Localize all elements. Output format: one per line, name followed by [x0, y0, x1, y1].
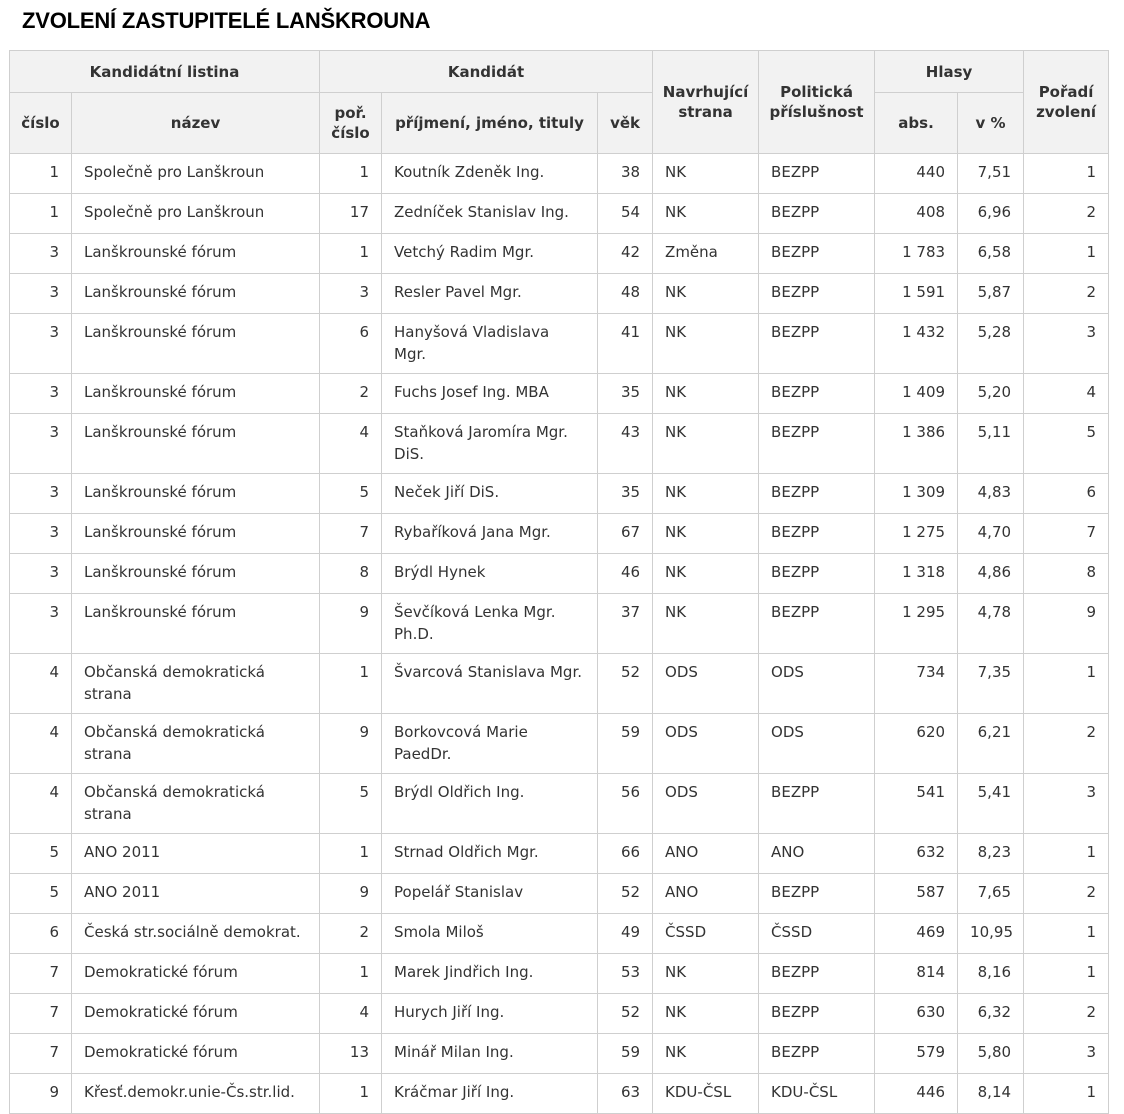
cell-votes-abs: 1 295: [875, 594, 958, 654]
cell-votes-abs: 587: [875, 874, 958, 914]
cell-order-number: 1: [320, 234, 382, 274]
cell-political-affiliation: BEZPP: [759, 954, 875, 994]
cell-list-number: 5: [10, 834, 72, 874]
cell-list-name: Občanská demokratická strana: [72, 774, 320, 834]
cell-election-order: 1: [1024, 834, 1109, 874]
cell-order-number: 4: [320, 994, 382, 1034]
cell-election-order: 1: [1024, 1074, 1109, 1114]
cell-candidate-name: Popelář Stanislav: [382, 874, 598, 914]
cell-proposing-party: NK: [653, 374, 759, 414]
cell-votes-abs: 1 309: [875, 474, 958, 514]
cell-order-number: 6: [320, 314, 382, 374]
table-row: [10, 774, 1109, 834]
cell-proposing-party: ODS: [653, 714, 759, 774]
table-row: [10, 194, 1109, 234]
cell-order-number: 9: [320, 594, 382, 654]
cell-election-order: 1: [1024, 954, 1109, 994]
cell-order-number: 9: [320, 874, 382, 914]
cell-proposing-party: NK: [653, 154, 759, 194]
cell-votes-abs: 630: [875, 994, 958, 1034]
cell-list-name: Česká str.sociálně demokrat.: [72, 914, 320, 954]
cell-order-number: 8: [320, 554, 382, 594]
cell-proposing-party: ANO: [653, 874, 759, 914]
cell-political-affiliation: BEZPP: [759, 234, 875, 274]
table-body: [10, 154, 1109, 1114]
header-list-number: číslo: [10, 93, 72, 154]
cell-age: 67: [598, 514, 653, 554]
cell-list-number: 7: [10, 954, 72, 994]
cell-order-number: 1: [320, 834, 382, 874]
header-votes-abs: abs.: [875, 93, 958, 154]
cell-age: 35: [598, 374, 653, 414]
cell-election-order: 1: [1024, 234, 1109, 274]
cell-candidate-name: Hurych Jiří Ing.: [382, 994, 598, 1034]
cell-votes-abs: 1 275: [875, 514, 958, 554]
cell-votes-abs: 1 409: [875, 374, 958, 414]
cell-candidate-name: Staňková Jaromíra Mgr. DiS.: [382, 414, 598, 474]
cell-votes-pct: 4,70: [958, 514, 1024, 554]
cell-list-number: 3: [10, 314, 72, 374]
cell-election-order: 3: [1024, 1034, 1109, 1074]
table-row: [10, 554, 1109, 594]
table-row: [10, 414, 1109, 474]
cell-votes-abs: 469: [875, 914, 958, 954]
cell-political-affiliation: BEZPP: [759, 154, 875, 194]
cell-order-number: 9: [320, 714, 382, 774]
cell-order-number: 1: [320, 154, 382, 194]
cell-list-name: Občanská demokratická strana: [72, 714, 320, 774]
cell-votes-pct: 7,65: [958, 874, 1024, 914]
cell-political-affiliation: BEZPP: [759, 314, 875, 374]
cell-age: 52: [598, 874, 653, 914]
cell-election-order: 2: [1024, 714, 1109, 774]
cell-votes-abs: 620: [875, 714, 958, 774]
cell-candidate-name: Rybaříková Jana Mgr.: [382, 514, 598, 554]
cell-age: 38: [598, 154, 653, 194]
cell-votes-abs: 1 783: [875, 234, 958, 274]
cell-candidate-name: Resler Pavel Mgr.: [382, 274, 598, 314]
header-votes-group: Hlasy: [875, 51, 1024, 93]
table-header: [10, 51, 1109, 154]
cell-list-number: 1: [10, 194, 72, 234]
cell-political-affiliation: BEZPP: [759, 554, 875, 594]
cell-list-number: 5: [10, 874, 72, 914]
cell-list-name: Občanská demokratická strana: [72, 654, 320, 714]
cell-election-order: 1: [1024, 914, 1109, 954]
table-row: [10, 234, 1109, 274]
cell-list-name: Křesť.demokr.unie-Čs.str.lid.: [72, 1074, 320, 1114]
cell-proposing-party: ODS: [653, 774, 759, 834]
cell-candidate-name: Minář Milan Ing.: [382, 1034, 598, 1074]
header-candidate-list-group: Kandidátní listina: [10, 51, 320, 93]
cell-order-number: 2: [320, 914, 382, 954]
cell-votes-abs: 632: [875, 834, 958, 874]
cell-candidate-name: Koutník Zdeněk Ing.: [382, 154, 598, 194]
header-list-name: název: [72, 93, 320, 154]
cell-proposing-party: NK: [653, 274, 759, 314]
cell-candidate-name: Borkovcová Marie PaedDr.: [382, 714, 598, 774]
cell-votes-abs: 1 432: [875, 314, 958, 374]
cell-list-number: 3: [10, 274, 72, 314]
page-title: ZVOLENÍ ZASTUPITELÉ LANŠKROUNA: [22, 8, 431, 33]
cell-list-name: Lanškrounské fórum: [72, 554, 320, 594]
table-row: [10, 314, 1109, 374]
cell-list-name: Lanškrounské fórum: [72, 274, 320, 314]
header-order-number: poř. číslo: [320, 93, 382, 154]
cell-order-number: 1: [320, 654, 382, 714]
table-row: [10, 994, 1109, 1034]
cell-list-number: 3: [10, 234, 72, 274]
cell-candidate-name: Hanyšová Vladislava Mgr.: [382, 314, 598, 374]
cell-votes-pct: 6,58: [958, 234, 1024, 274]
cell-list-number: 3: [10, 514, 72, 554]
cell-political-affiliation: BEZPP: [759, 194, 875, 234]
table-row: [10, 514, 1109, 554]
cell-votes-pct: 5,80: [958, 1034, 1024, 1074]
cell-votes-pct: 10,95: [958, 914, 1024, 954]
cell-votes-pct: 8,16: [958, 954, 1024, 994]
cell-election-order: 3: [1024, 314, 1109, 374]
table-row: [10, 954, 1109, 994]
cell-votes-abs: 1 591: [875, 274, 958, 314]
cell-age: 42: [598, 234, 653, 274]
cell-order-number: 2: [320, 374, 382, 414]
cell-proposing-party: NK: [653, 314, 759, 374]
cell-political-affiliation: BEZPP: [759, 994, 875, 1034]
cell-proposing-party: ČSSD: [653, 914, 759, 954]
cell-list-name: ANO 2011: [72, 874, 320, 914]
cell-list-number: 4: [10, 714, 72, 774]
cell-list-name: Společně pro Lanškroun: [72, 154, 320, 194]
cell-political-affiliation: ODS: [759, 654, 875, 714]
cell-order-number: 17: [320, 194, 382, 234]
cell-votes-abs: 734: [875, 654, 958, 714]
cell-candidate-name: Brýdl Hynek: [382, 554, 598, 594]
cell-age: 59: [598, 714, 653, 774]
table-row: [10, 154, 1109, 194]
cell-votes-pct: 5,28: [958, 314, 1024, 374]
cell-proposing-party: Změna: [653, 234, 759, 274]
cell-political-affiliation: ANO: [759, 834, 875, 874]
table-row: [10, 374, 1109, 414]
cell-proposing-party: ODS: [653, 654, 759, 714]
cell-list-name: Lanškrounské fórum: [72, 234, 320, 274]
cell-age: 53: [598, 954, 653, 994]
cell-order-number: 5: [320, 774, 382, 834]
cell-proposing-party: NK: [653, 1034, 759, 1074]
cell-political-affiliation: ODS: [759, 714, 875, 774]
cell-political-affiliation: BEZPP: [759, 774, 875, 834]
cell-order-number: 4: [320, 414, 382, 474]
cell-list-name: Demokratické fórum: [72, 1034, 320, 1074]
cell-political-affiliation: BEZPP: [759, 594, 875, 654]
cell-candidate-name: Kráčmar Jiří Ing.: [382, 1074, 598, 1114]
cell-list-number: 6: [10, 914, 72, 954]
header-political-affiliation: Politická příslušnost: [759, 51, 875, 154]
cell-list-number: 7: [10, 994, 72, 1034]
cell-votes-pct: 4,78: [958, 594, 1024, 654]
cell-votes-pct: 5,11: [958, 414, 1024, 474]
cell-list-number: 3: [10, 374, 72, 414]
cell-votes-abs: 408: [875, 194, 958, 234]
cell-list-number: 4: [10, 774, 72, 834]
cell-candidate-name: Vetchý Radim Mgr.: [382, 234, 598, 274]
cell-list-number: 3: [10, 554, 72, 594]
header-proposing-party: Navrhující strana: [653, 51, 759, 154]
header-candidate-group: Kandidát: [320, 51, 653, 93]
cell-political-affiliation: BEZPP: [759, 1034, 875, 1074]
cell-candidate-name: Brýdl Oldřich Ing.: [382, 774, 598, 834]
cell-election-order: 3: [1024, 774, 1109, 834]
cell-election-order: 2: [1024, 994, 1109, 1034]
cell-age: 52: [598, 994, 653, 1034]
cell-election-order: 9: [1024, 594, 1109, 654]
cell-proposing-party: NK: [653, 414, 759, 474]
header-candidate-name: příjmení, jméno, tituly: [382, 93, 598, 154]
cell-proposing-party: KDU-ČSL: [653, 1074, 759, 1114]
cell-candidate-name: Švarcová Stanislava Mgr.: [382, 654, 598, 714]
cell-votes-abs: 1 318: [875, 554, 958, 594]
cell-age: 52: [598, 654, 653, 714]
table-row: [10, 714, 1109, 774]
cell-election-order: 2: [1024, 274, 1109, 314]
cell-proposing-party: NK: [653, 514, 759, 554]
cell-order-number: 3: [320, 274, 382, 314]
cell-votes-pct: 6,32: [958, 994, 1024, 1034]
cell-list-name: Lanškrounské fórum: [72, 514, 320, 554]
cell-age: 56: [598, 774, 653, 834]
cell-political-affiliation: BEZPP: [759, 414, 875, 474]
cell-candidate-name: Strnad Oldřich Mgr.: [382, 834, 598, 874]
cell-proposing-party: ANO: [653, 834, 759, 874]
cell-votes-abs: 1 386: [875, 414, 958, 474]
elected-councillors-table: [9, 50, 1109, 1114]
cell-votes-pct: 8,23: [958, 834, 1024, 874]
cell-list-number: 9: [10, 1074, 72, 1114]
cell-political-affiliation: BEZPP: [759, 474, 875, 514]
cell-list-number: 1: [10, 154, 72, 194]
cell-proposing-party: NK: [653, 554, 759, 594]
cell-election-order: 7: [1024, 514, 1109, 554]
cell-political-affiliation: KDU-ČSL: [759, 1074, 875, 1114]
cell-votes-pct: 6,21: [958, 714, 1024, 774]
cell-age: 49: [598, 914, 653, 954]
cell-candidate-name: Fuchs Josef Ing. MBA: [382, 374, 598, 414]
cell-proposing-party: NK: [653, 994, 759, 1034]
cell-votes-pct: 8,14: [958, 1074, 1024, 1114]
cell-candidate-name: Ševčíková Lenka Mgr. Ph.D.: [382, 594, 598, 654]
cell-age: 35: [598, 474, 653, 514]
cell-votes-pct: 7,51: [958, 154, 1024, 194]
cell-candidate-name: Neček Jiří DiS.: [382, 474, 598, 514]
cell-age: 41: [598, 314, 653, 374]
cell-age: 43: [598, 414, 653, 474]
cell-votes-abs: 446: [875, 1074, 958, 1114]
cell-list-name: Lanškrounské fórum: [72, 374, 320, 414]
cell-proposing-party: NK: [653, 954, 759, 994]
cell-age: 48: [598, 274, 653, 314]
table-row: [10, 594, 1109, 654]
cell-votes-abs: 579: [875, 1034, 958, 1074]
cell-votes-pct: 4,83: [958, 474, 1024, 514]
cell-political-affiliation: BEZPP: [759, 514, 875, 554]
cell-list-name: Lanškrounské fórum: [72, 414, 320, 474]
cell-candidate-name: Marek Jindřich Ing.: [382, 954, 598, 994]
table-row: [10, 1074, 1109, 1114]
cell-age: 66: [598, 834, 653, 874]
cell-order-number: 7: [320, 514, 382, 554]
cell-list-name: Lanškrounské fórum: [72, 314, 320, 374]
header-age: věk: [598, 93, 653, 154]
cell-political-affiliation: ČSSD: [759, 914, 875, 954]
cell-votes-pct: 5,87: [958, 274, 1024, 314]
cell-proposing-party: NK: [653, 594, 759, 654]
cell-votes-pct: 7,35: [958, 654, 1024, 714]
cell-votes-pct: 5,20: [958, 374, 1024, 414]
cell-age: 59: [598, 1034, 653, 1074]
cell-order-number: 5: [320, 474, 382, 514]
cell-age: 63: [598, 1074, 653, 1114]
cell-list-name: Demokratické fórum: [72, 994, 320, 1034]
cell-votes-pct: 4,86: [958, 554, 1024, 594]
cell-political-affiliation: BEZPP: [759, 874, 875, 914]
cell-election-order: 2: [1024, 194, 1109, 234]
cell-order-number: 1: [320, 954, 382, 994]
cell-list-number: 3: [10, 414, 72, 474]
cell-list-name: Lanškrounské fórum: [72, 594, 320, 654]
cell-list-number: 4: [10, 654, 72, 714]
header-election-order: Pořadí zvolení: [1024, 51, 1109, 154]
cell-age: 37: [598, 594, 653, 654]
cell-election-order: 8: [1024, 554, 1109, 594]
cell-election-order: 6: [1024, 474, 1109, 514]
cell-order-number: 1: [320, 1074, 382, 1114]
cell-candidate-name: Smola Miloš: [382, 914, 598, 954]
cell-election-order: 5: [1024, 414, 1109, 474]
header-votes-pct: v %: [958, 93, 1024, 154]
cell-election-order: 1: [1024, 154, 1109, 194]
cell-election-order: 2: [1024, 874, 1109, 914]
cell-votes-abs: 814: [875, 954, 958, 994]
cell-election-order: 1: [1024, 654, 1109, 714]
table-row: [10, 1034, 1109, 1074]
cell-age: 46: [598, 554, 653, 594]
cell-list-name: Demokratické fórum: [72, 954, 320, 994]
table-row: [10, 914, 1109, 954]
cell-proposing-party: NK: [653, 474, 759, 514]
cell-list-name: Lanškrounské fórum: [72, 474, 320, 514]
cell-votes-pct: 5,41: [958, 774, 1024, 834]
cell-political-affiliation: BEZPP: [759, 374, 875, 414]
cell-list-number: 3: [10, 474, 72, 514]
cell-list-name: ANO 2011: [72, 834, 320, 874]
cell-proposing-party: NK: [653, 194, 759, 234]
cell-election-order: 4: [1024, 374, 1109, 414]
cell-votes-abs: 440: [875, 154, 958, 194]
cell-list-number: 3: [10, 594, 72, 654]
cell-political-affiliation: BEZPP: [759, 274, 875, 314]
cell-votes-pct: 6,96: [958, 194, 1024, 234]
table-row: [10, 474, 1109, 514]
table-row: [10, 834, 1109, 874]
cell-age: 54: [598, 194, 653, 234]
table-row: [10, 874, 1109, 914]
cell-list-name: Společně pro Lanškroun: [72, 194, 320, 234]
cell-votes-abs: 541: [875, 774, 958, 834]
cell-list-number: 7: [10, 1034, 72, 1074]
table-row: [10, 274, 1109, 314]
cell-candidate-name: Zedníček Stanislav Ing.: [382, 194, 598, 234]
cell-order-number: 13: [320, 1034, 382, 1074]
table-row: [10, 654, 1109, 714]
